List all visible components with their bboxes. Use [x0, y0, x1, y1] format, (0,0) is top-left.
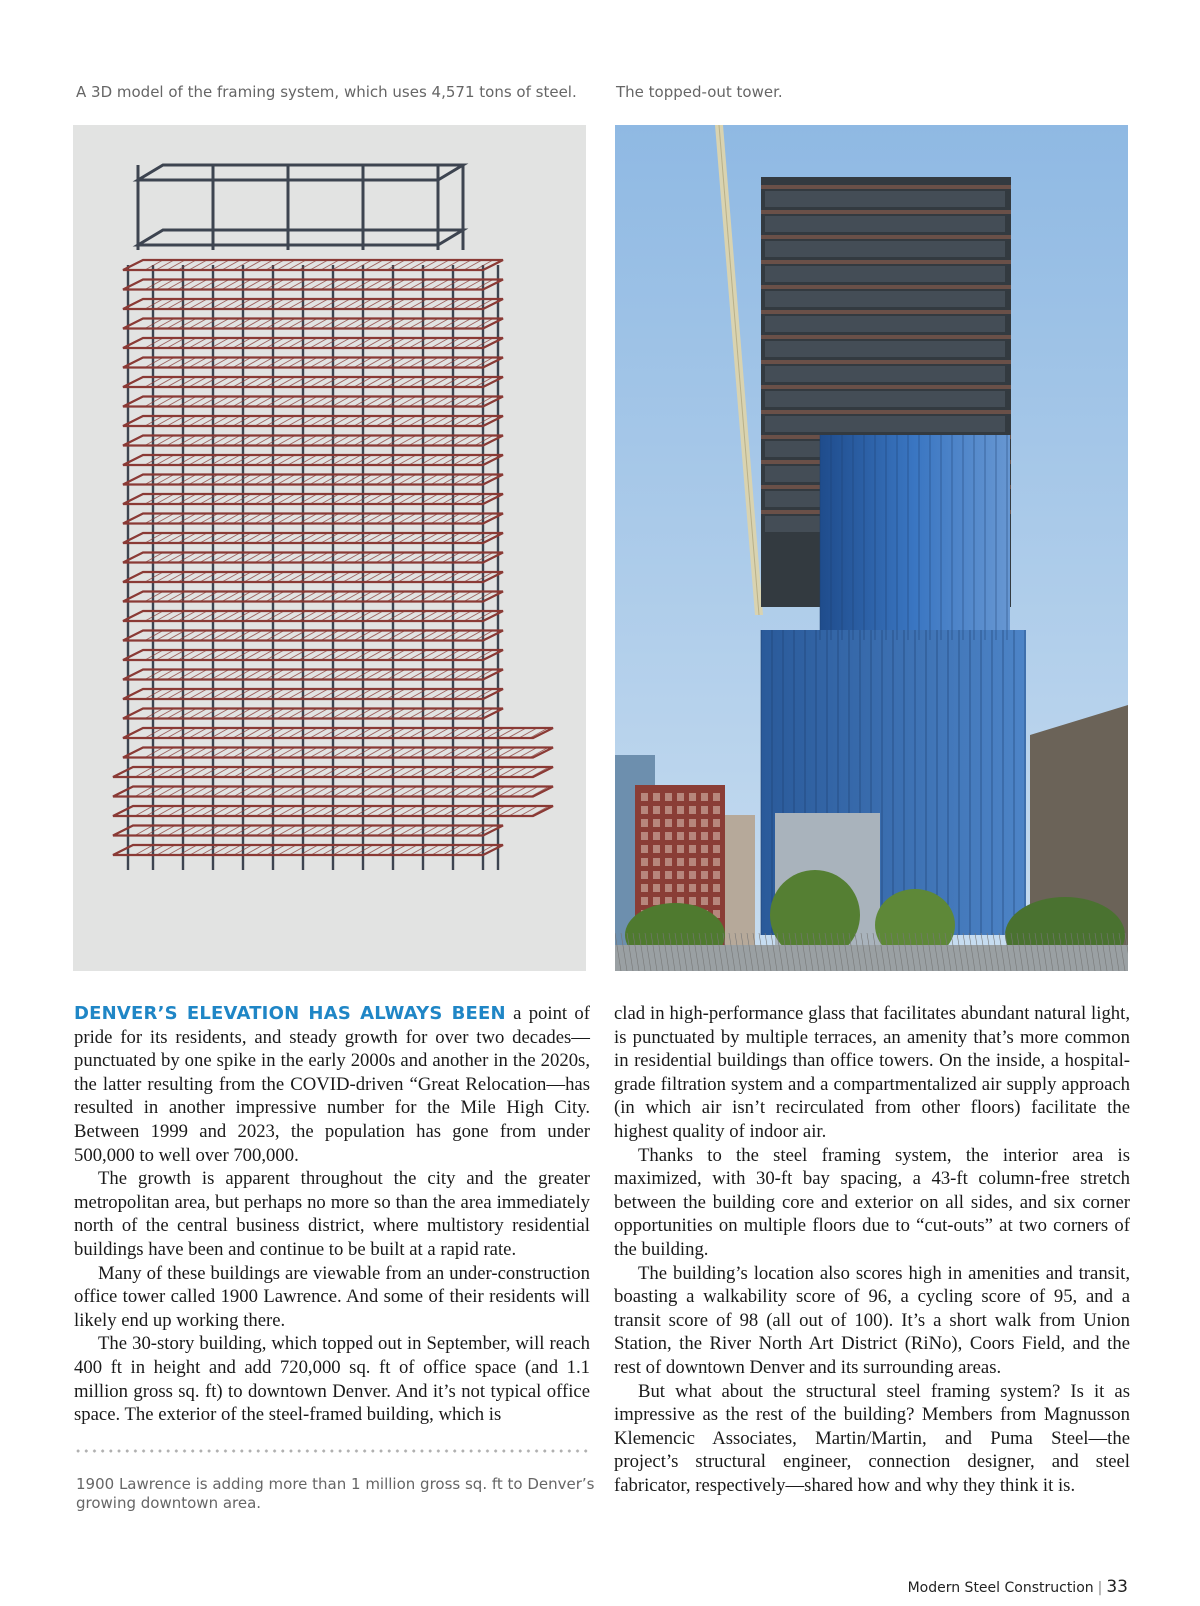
article-paragraph-6: The building’s location also scores high in amenities and transit, boasting a walkability score of 96, a cycling score of 95, and a transit score of 98 (all out of 100). It’s a short walk from Union Station, the River North Art District (RiNo), Coors Field, and the rest of downtown Denver and its surrounding areas. — [614, 1262, 1130, 1378]
footer-divider: | — [1097, 1580, 1103, 1596]
article-paragraph-1 — [74, 1002, 590, 1167]
bottom-caption: 1900 Lawrence is adding more than 1 million gross sq. ft to Denver’s growing downtown area. — [76, 1475, 595, 1512]
article-paragraph-7: But what about the structural steel framing system? Is it as impressive as the rest of the building? Members from Magnusson Klemencic Associates, Martin/Martin, and Puma Steel—the project’s structural engineer, connection designer, and steel fabricator, respectively—shared how and why they think it is. — [614, 1380, 1130, 1496]
article-column-right — [614, 1002, 1130, 1497]
photo-caption-left: A 3D model of the framing system, which uses 4,571 tons of steel. — [76, 83, 577, 101]
article-paragraph-2: The growth is apparent throughout the city and the greater metropolitan area, but perhaps no more so than the area immediately north of the central business district, where multistory residential buildings have been and continue to be built at a rapid rate. — [74, 1168, 590, 1260]
article-column-left — [74, 1002, 590, 1427]
page-footer — [908, 1577, 1128, 1597]
steel-framing-3d-model-icon — [73, 125, 586, 971]
article-paragraph-1-text: a point of pride for its residents, and steady growth for over two decades—punctuated by one spike in the early 2000s and another in the 2020s, the latter resulting from the COVID-driven “Great Relocation—has resulted in another impressive number for the Mile High City. Between 1999 and 2023, the population has gone from under 500,000 to well over 700,000. — [74, 1003, 590, 1166]
page-number: 33 — [1106, 1577, 1128, 1597]
photo-caption-right: The topped-out tower. — [616, 83, 783, 101]
topped-out-tower-icon — [615, 125, 1128, 971]
article-paragraph-3: Many of these buildings are viewable from an under-construction office tower called 1900 Lawrence. And some of their residents will likely end up working there. — [74, 1262, 590, 1331]
article-paragraph-5: Thanks to the steel framing system, the interior area is maximized, with 30-ft bay spacing, a 43-ft column-free stretch between the building core and exterior on all sides, and six corner opportunities on multiple floors due to “cut-outs” at two corners of the building. — [614, 1144, 1130, 1260]
tower-photo-image — [615, 125, 1128, 971]
caption-divider — [74, 1449, 590, 1453]
article-paragraph-4: The 30-story building, which topped out in September, will reach 400 ft in height and add 720,000 sq. ft of office space (and 1.1 million gross sq. ft) to downtown Denver. And it’s not typical office space. The exterior of the steel-framed building, which is — [74, 1333, 590, 1426]
article-lead-in: DENVER’S ELEVATION HAS ALWAYS BEEN — [74, 1003, 506, 1024]
article-paragraph-4-continued: clad in high-performance glass that facilitates abundant natural light, is punctuated by multiple terraces, an amenity that’s more common in residential buildings than office towers. On the inside, a hospital-grade filtration system and a compartmentalized air supply approach (in which air isn’t recirculated from other floors) facilitate the highest quality of indoor air. — [614, 1003, 1130, 1142]
publication-name: Modern Steel Construction — [907, 1580, 1094, 1596]
steel-framing-model-image — [73, 125, 586, 971]
